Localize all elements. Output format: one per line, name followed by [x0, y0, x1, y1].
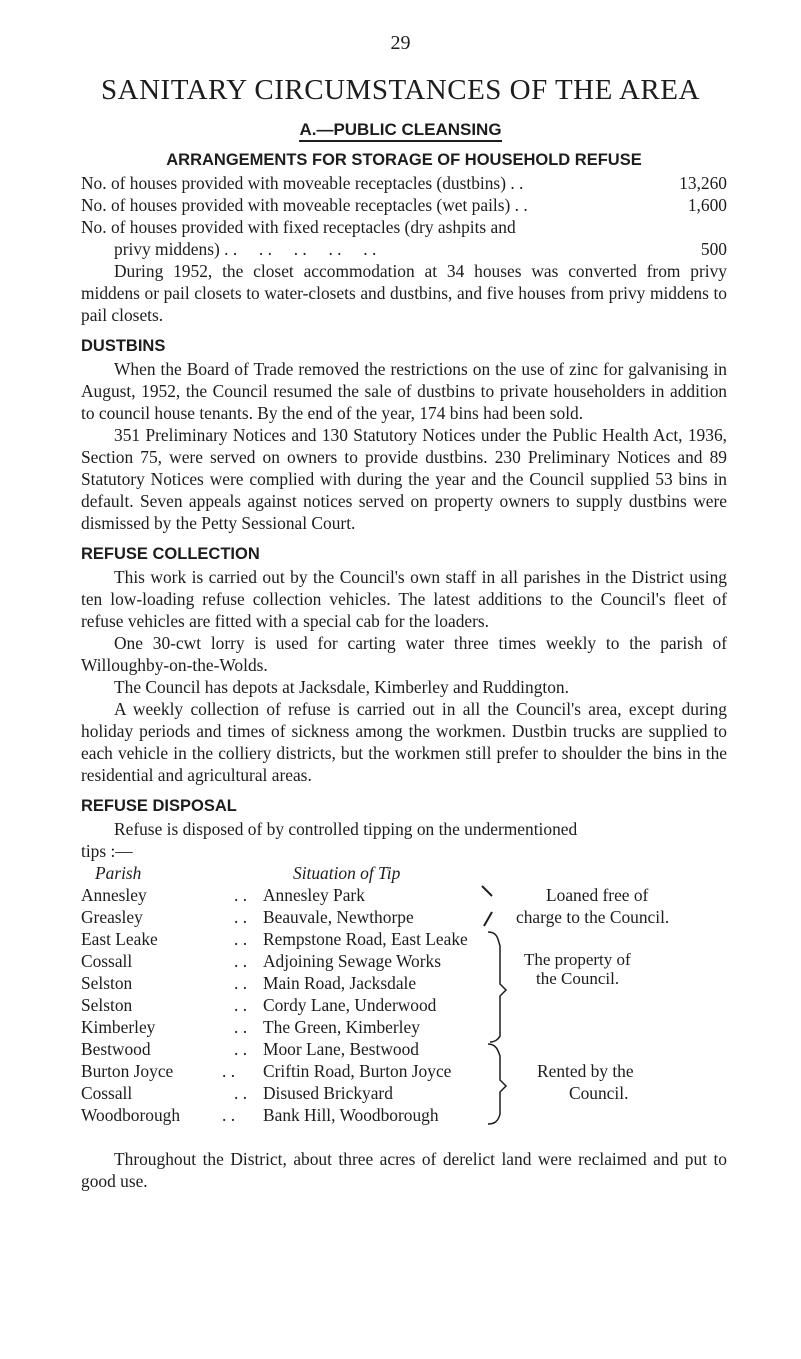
situation-column — [263, 862, 468, 1126]
storage-row-dustbins: No. of houses provided with moveable receptacles (dustbins) . . 13,260 — [81, 173, 727, 193]
tip-parish: Cossall — [81, 1083, 133, 1103]
tip-situation: Disused Brickyard — [263, 1083, 393, 1103]
page-number: 29 — [390, 32, 411, 54]
dustbins-paragraph-2: 351 Preliminary Notices and 130 Statutory Notices under the Public Health Act, 1936, Section 75, were served on owners to provide dustbins. 230 Preliminary Notices and 89 Statutory Notices were complied with during the year and the Council supplied 53 bins in default. Seven appeals against notices served on property owners to supply dustbins were dismissed by the Petty Sessional Court. — [81, 425, 727, 533]
collection-paragraph-2: One 30-cwt lorry is used for carting water three times weekly to the parish of Willoughby-on-the-Wolds. — [81, 633, 727, 675]
tip-situation: Main Road, Jacksdale — [263, 973, 417, 993]
disposal-closing-paragraph: Throughout the District, about three acres of derelict land were reclaimed and put to good use. — [81, 1149, 727, 1191]
dustbins-paragraph-1: When the Board of Trade removed the restrictions on the use of zinc for galvanising in August, 1952, the Council resumed the sale of dustbins to private householders in addition to council house tenants. By the end of the year, 174 bins had been sold. — [81, 359, 727, 423]
tips-table — [81, 862, 727, 1170]
note-rented: Rented by the Council. — [537, 1061, 634, 1103]
section-heading-public-cleansing: A.—PUBLIC CLEANSING — [0, 120, 801, 140]
tip-situation: Moor Lane, Bestwood — [263, 1039, 420, 1059]
disposal-intro-a: Refuse is disposed of by controlled tipping on the undermentioned — [114, 819, 578, 839]
document-body — [81, 148, 727, 1192]
tip-situation: Beauvale, Newthorpe — [263, 907, 414, 927]
collection-paragraph-3: The Council has depots at Jacksdale, Kimberley and Ruddington. — [114, 677, 569, 697]
tip-parish: Cossall — [81, 951, 133, 971]
tip-parish: Greasley — [81, 907, 143, 927]
tip-situation: Adjoining Sewage Works — [263, 951, 441, 971]
tip-parish: Burton Joyce — [81, 1061, 174, 1081]
tip-parish: Kimberley — [81, 1017, 156, 1037]
tip-situation: The Green, Kimberley — [263, 1017, 420, 1037]
storage-row-wet-pails: No. of houses provided with moveable receptacles (wet pails) . . 1,600 — [81, 195, 727, 215]
collection-paragraph-4: A weekly collection of refuse is carried out in all the Council's area, except during holiday periods and times of sickness among the workmen. Dustbin trucks are supplied to each vehicle in the colliery districts, but the workmen still prefer to shoulder the bins in the residential and agricultural areas. — [81, 699, 727, 785]
page-title: SANITARY CIRCUMSTANCES OF THE AREA — [101, 74, 700, 106]
tip-parish: Annesley — [81, 885, 147, 905]
parish-column — [81, 862, 180, 1126]
note-council-property: The property of the Council. — [524, 950, 631, 988]
parish-header: Parish — [95, 863, 142, 883]
tip-parish: Selston — [81, 995, 133, 1015]
storage-row-fixed-a: No. of houses provided with fixed receptacles (dry ashpits and — [81, 217, 516, 237]
tip-parish: East Leake — [81, 929, 158, 949]
storage-paragraph: During 1952, the closet accommodation at 34 houses was converted from privy middens or pail closets to water-closets and dustbins, and five houses from privy middens to pail closets. — [81, 261, 727, 325]
tip-situation: Criftin Road, Burton Joyce — [263, 1061, 452, 1081]
tip-situation: Annesley Park — [263, 885, 365, 905]
tip-situation: Bank Hill, Woodborough — [263, 1105, 439, 1125]
note-loaned: Loaned free of charge to the Council. — [516, 885, 670, 927]
heading-dustbins: DUSTBINS — [81, 337, 166, 355]
situation-header: Situation of Tip — [293, 863, 401, 883]
heading-refuse-collection: REFUSE COLLECTION — [81, 545, 260, 563]
dot-leaders: . . . . . . . . . . . . . . . . . . . . . . — [222, 885, 248, 1125]
tip-situation: Cordy Lane, Underwood — [263, 995, 437, 1015]
tip-parish: Woodborough — [81, 1105, 181, 1125]
heading-storage: ARRANGEMENTS FOR STORAGE OF HOUSEHOLD REFUSE — [166, 151, 642, 169]
heading-refuse-disposal: REFUSE DISPOSAL — [81, 797, 237, 815]
tip-parish: Selston — [81, 973, 133, 993]
tip-situation: Rempstone Road, East Leake — [263, 929, 468, 949]
storage-row-fixed-b: privy middens) . . . . . . . . . . 500 — [114, 239, 727, 259]
disposal-intro-b: tips :— — [81, 841, 133, 861]
tip-parish: Bestwood — [81, 1039, 151, 1059]
brace-group-marks — [476, 884, 516, 1184]
collection-paragraph-1: This work is carried out by the Council's own staff in all parishes in the District using ten low-loading refuse collection vehicles. The latest additions to the Council's fleet of refuse vehicles are fitted with a special cab for the loaders. — [81, 567, 727, 631]
